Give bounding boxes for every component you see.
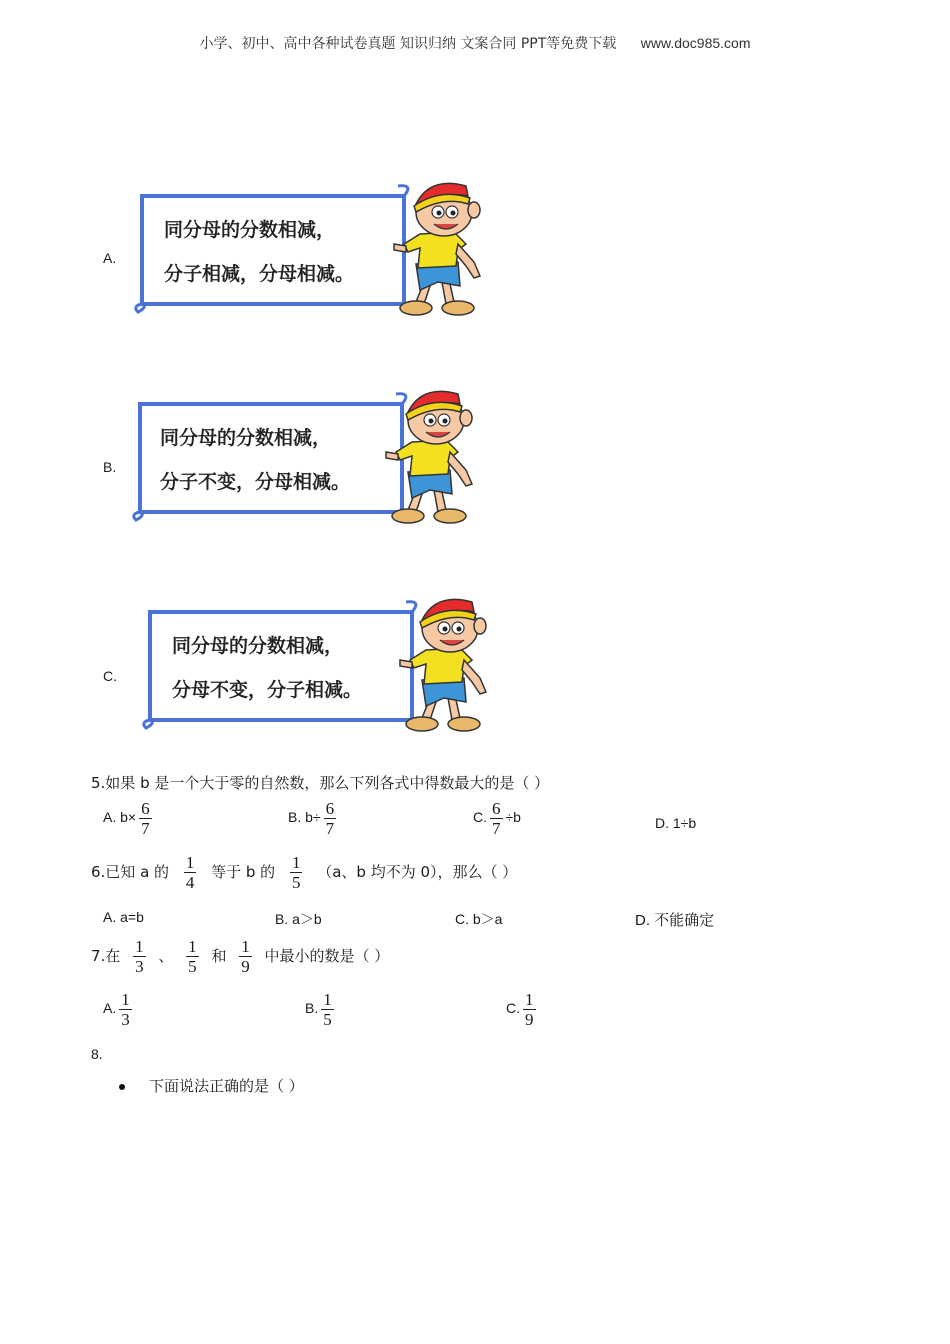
q6-option-c[interactable]: C. b＞a bbox=[455, 911, 503, 927]
fraction bbox=[321, 991, 334, 1028]
bullet-icon bbox=[119, 1084, 125, 1090]
fraction bbox=[523, 991, 536, 1028]
denominator: 9 bbox=[241, 957, 250, 976]
q6-text-3: （a、b 均不为 0），那么（ ） bbox=[317, 863, 518, 881]
picture-option-a[interactable] bbox=[132, 180, 492, 330]
fraction bbox=[290, 854, 303, 891]
q7-option-a-prefix: A. bbox=[103, 1000, 117, 1017]
fraction bbox=[139, 800, 152, 837]
q7-separator-2: 和 bbox=[211, 947, 227, 965]
cartoon-boy-icon bbox=[394, 183, 480, 315]
picture-option-a-line1: 同分母的分数相减， bbox=[164, 219, 336, 241]
fraction bbox=[119, 991, 132, 1028]
numerator: 1 bbox=[525, 990, 534, 1009]
picture-option-a-line2: 分子相减，分母相减。 bbox=[164, 263, 355, 285]
numerator: 1 bbox=[323, 990, 332, 1009]
numerator: 6 bbox=[492, 799, 501, 818]
q5-option-a-prefix: A. b× bbox=[103, 809, 137, 826]
fraction bbox=[490, 800, 503, 837]
picture-option-b-line1: 同分母的分数相减， bbox=[160, 427, 332, 449]
q6-text-2: 等于 b 的 bbox=[211, 863, 276, 881]
q6-stem bbox=[91, 854, 517, 891]
q7-option-b-prefix: B. bbox=[305, 1000, 319, 1017]
picture-option-b[interactable] bbox=[130, 386, 490, 536]
denominator: 7 bbox=[141, 819, 150, 838]
denominator: 3 bbox=[135, 957, 144, 976]
header-title: 小学、初中、高中各种试卷真题 知识归纳 文案合同 PPT等免费下载 bbox=[199, 36, 617, 52]
denominator: 7 bbox=[325, 819, 335, 838]
q5-option-d[interactable]: D. 1÷b bbox=[655, 815, 697, 831]
q5-option-c-prefix: C. bbox=[473, 809, 487, 826]
numerator: 1 bbox=[185, 853, 195, 872]
q8-list-item bbox=[119, 1075, 304, 1096]
q6-text-1: 6.已知 a 的 bbox=[91, 863, 170, 881]
q5-option-b[interactable] bbox=[288, 800, 339, 837]
picture-option-a-label: A. bbox=[103, 250, 117, 266]
q6-option-b[interactable]: B. a＞b bbox=[275, 911, 322, 927]
fraction bbox=[133, 938, 146, 975]
q7-text-2: 中最小的数是（ ） bbox=[264, 947, 390, 965]
denominator: 4 bbox=[185, 873, 195, 892]
denominator: 5 bbox=[323, 1010, 332, 1029]
numerator: 6 bbox=[325, 799, 335, 818]
picture-option-c-line2: 分母不变，分子相减。 bbox=[172, 679, 363, 701]
denominator: 3 bbox=[121, 1010, 130, 1029]
fraction bbox=[184, 854, 197, 891]
picture-option-b-line2: 分子不变，分母相减。 bbox=[160, 471, 351, 493]
q6-option-d[interactable]: D. 不能确定 bbox=[635, 912, 715, 929]
numerator: 1 bbox=[188, 937, 197, 956]
fraction bbox=[186, 938, 199, 975]
denominator: 5 bbox=[188, 957, 197, 976]
q7-option-c[interactable] bbox=[506, 991, 539, 1028]
header-site-link[interactable]: www.doc985.com bbox=[640, 35, 751, 51]
q7-stem bbox=[91, 938, 389, 975]
q7-separator-1: 、 bbox=[158, 947, 174, 965]
denominator: 7 bbox=[492, 819, 501, 838]
page-header bbox=[0, 33, 950, 53]
numerator: 1 bbox=[291, 853, 301, 872]
fraction bbox=[239, 938, 252, 975]
q5-option-c-suffix: ÷b bbox=[505, 809, 521, 826]
picture-option-c[interactable] bbox=[140, 594, 500, 744]
numerator: 6 bbox=[141, 799, 150, 818]
q7-option-b[interactable] bbox=[305, 991, 337, 1028]
q7-text-1: 7.在 bbox=[91, 947, 121, 965]
picture-option-c-line1: 同分母的分数相减， bbox=[172, 635, 344, 657]
numerator: 1 bbox=[241, 937, 250, 956]
q8-number: 8. bbox=[91, 1046, 103, 1062]
q7-option-a[interactable] bbox=[103, 991, 135, 1028]
q5-option-c[interactable] bbox=[473, 800, 521, 837]
denominator: 5 bbox=[291, 873, 301, 892]
denominator: 9 bbox=[525, 1010, 534, 1029]
q5-option-b-prefix: B. b÷ bbox=[288, 809, 321, 826]
numerator: 1 bbox=[135, 937, 144, 956]
fraction bbox=[324, 800, 337, 837]
q7-option-c-prefix: C. bbox=[506, 1000, 520, 1017]
picture-option-c-label: C. bbox=[103, 668, 117, 684]
q5-stem: 5.如果 b 是一个大于零的自然数，那么下列各式中得数最大的是（ ） bbox=[91, 774, 550, 792]
numerator: 1 bbox=[121, 990, 130, 1009]
q8-item-text: 下面说法正确的是（ ） bbox=[149, 1077, 304, 1095]
picture-option-b-label: B. bbox=[103, 459, 117, 475]
q5-option-a[interactable] bbox=[103, 800, 155, 837]
q6-option-a[interactable]: A. a=b bbox=[103, 909, 144, 925]
